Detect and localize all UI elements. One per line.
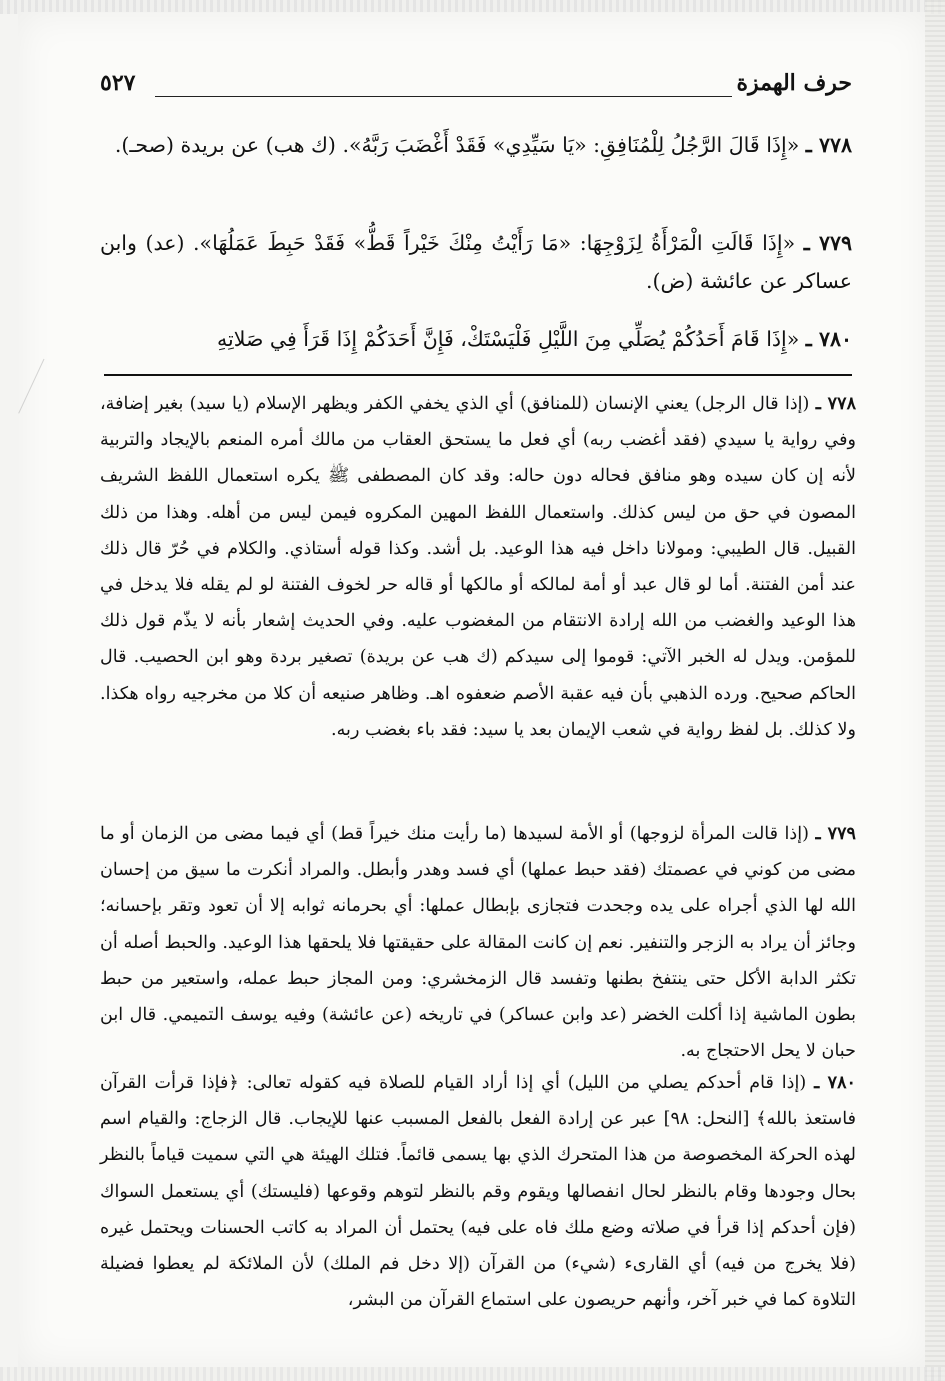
hadith-number: ٧٨٠ ـ (805, 327, 852, 351)
hadith-text: «إِذَا قَالَ الرَّجُلُ لِلْمُنَافِقِ: «يَا سَيِّدِي» فَقَدْ أَغْضَبَ رَبَّهُ». (ك هب) عن بريدة (صحـ). (114, 133, 800, 157)
page-number: ٥٢٧ (100, 70, 136, 96)
commentary-779 (100, 816, 856, 1069)
hadith-number: ٧٧٨ ـ (805, 133, 852, 157)
commentary-number: ٧٧٩ ـ (815, 823, 857, 844)
hadith-779 (100, 224, 852, 300)
hadith-text: «إِذَا قَامَ أَحَدُكُمْ يُصَلِّي مِنَ اللَّيْلِ فَلْيَسْتَكْ، فَإِنَّ أَحَدَكُمْ إِذَا قَرَأَ فِي صَلاتِهِ (217, 327, 800, 351)
commentary-number: ٧٨٠ ـ (814, 1072, 856, 1093)
scan-edge-right (925, 0, 945, 1381)
commentary-text: (إذا قالت المرأة لزوجها) أو الأمة لسيدها (ما رأيت منك خيراً قط) أي فيما مضى من الزمان أو ما مضى من كوني في عصمتك (فقد حبط عملها) أي فسد وهدر وأبطل. والمراد أنكرت ما سيق من إحسان الله لها الذي أجراه على يده وجحدت فتجازى بإبطال عملها: أي بحرمانه ثوابه إلا أن تعود وتقر بإحسانه؛ وجائز أن يراد به الزجر والتنفير. نعم إن كانت المقالة على حقيقتها فلا يلحقها هذا الوعيد. والحبط أصله أن تكثر الدابة الأكل حتى ينتفخ بطنها وتفسد قال الزمخشري: ومن المجاز حبط عمله، واستعير من حبط بطون الماشية إذا أكلت الخضر (عد وابن عساكر) في تاريخه (عن عائشة) وفيه يوسف التميمي. قال ابن حبان لا يحل الاحتجاج به. (100, 824, 856, 1062)
hadith-778 (100, 126, 852, 164)
commentary-780 (100, 1065, 856, 1318)
commentary-text: (إذا قال الرجل) يعني الإنسان (للمنافق) أي الذي يخفي الكفر ويظهر الإسلام (يا سيد) بغير إضافة، وفي رواية يا سيدي (فقد أغضب ربه) أي فعل ما يستحق العقاب من مالك أمره المنعم بالإيجاد والتربية لأنه إن كان سيده وهو منافق فحاله دون حاله: وقد كان المصطفى ﷺ يكره استعمال اللفظ الشريف المصون في حق من ليس كذلك. واستعمال اللفظ المهين المكروه فيمن ليس من أهله. وهذا من ذلك القبيل. قال الطيبي: ومولانا داخل فيه هذا الوعيد. بل أشد. وكذا قوله أستاذي. والكلام في حُرّ قال ذلك عند أمن الفتنة. أما لو قال عبد أو أمة لمالكه أو مالكها أو قاله حر لخوف الفتنة لو لم يقله فلا يدخل في هذا الوعيد والغضب من الله إرادة الانتقام من المغضوب عليه. وفي الحديث إشعار بأنه لا يذّم قول ذلك للمؤمن. ويدل له الخبر الآتي: قوموا إلى سيدكم (ك هب عن بريدة) تصغير بردة وهو ابن الحصيب. قال الحاكم صحيح. ورده الذهبي بأن فيه عقبة الأصم ضعفوه اهـ. وظاهر صنيعه أن كلا من مخرجيه رواه هكذا. ولا كذلك. بل لفظ رواية في شعب الإيمان بعد يا سيد: فقد باء بغضب ربه. (100, 394, 856, 740)
hadith-number: ٧٧٩ ـ (803, 231, 852, 255)
commentary-number: ٧٧٨ ـ (815, 393, 857, 414)
scan-edge-bottom (0, 1367, 945, 1381)
footnote-divider (104, 374, 852, 376)
commentary-778 (100, 386, 856, 748)
running-header (100, 68, 852, 108)
header-rule (155, 96, 732, 97)
commentary-text: (إذا قام أحدكم يصلي من الليل) أي إذا أراد القيام للصلاة فيه كقوله تعالى: ﴿فإذا قرأت القرآن فاستعذ بالله﴾ [النحل: ٩٨] عبر عن إرادة الفعل بالفعل المسبب عنها للإيجاب. قال الزجاج: والقيام اسم لهذه الحركة المخصوصة من هذا المتحرك الذي بها يسمى قائماً. فتلك الهيئة هي التي سميت قياماً بالنظر بحال وجودها وقام بالنظر لحال انفصالها ويقوم وقم بالنظر لتوهم وقوعها (فليستك) أي يستعمل السواك (فإن أحدكم إذا قرأ في صلاته وضع ملك فاه على فيه) يحتمل أن المراد به كاتب الحسنات ويحتمل غيره (فلا يخرج من فيه) أي القارىء (شيء) من القرآن (إلا دخل فم الملك) لأن الملائكة لم يعطوا فضيلة التلاوة كما في خبر آخر، وأنهم حريصون على استماع القرآن من البشر، (100, 1073, 856, 1311)
hadith-text: «إِذَا قَالَتِ الْمَرْأَةُ لِزَوْجِهَا: «مَا رَأَيْتُ مِنْكَ خَيْراً قَطُّ» فَقَدْ حَبِطَ عَمَلُهَا». (عد) وابن عساكر عن عائشة (ض). (100, 231, 852, 293)
hadith-780 (100, 320, 852, 358)
chapter-title: حرف الهمزة (736, 70, 852, 96)
